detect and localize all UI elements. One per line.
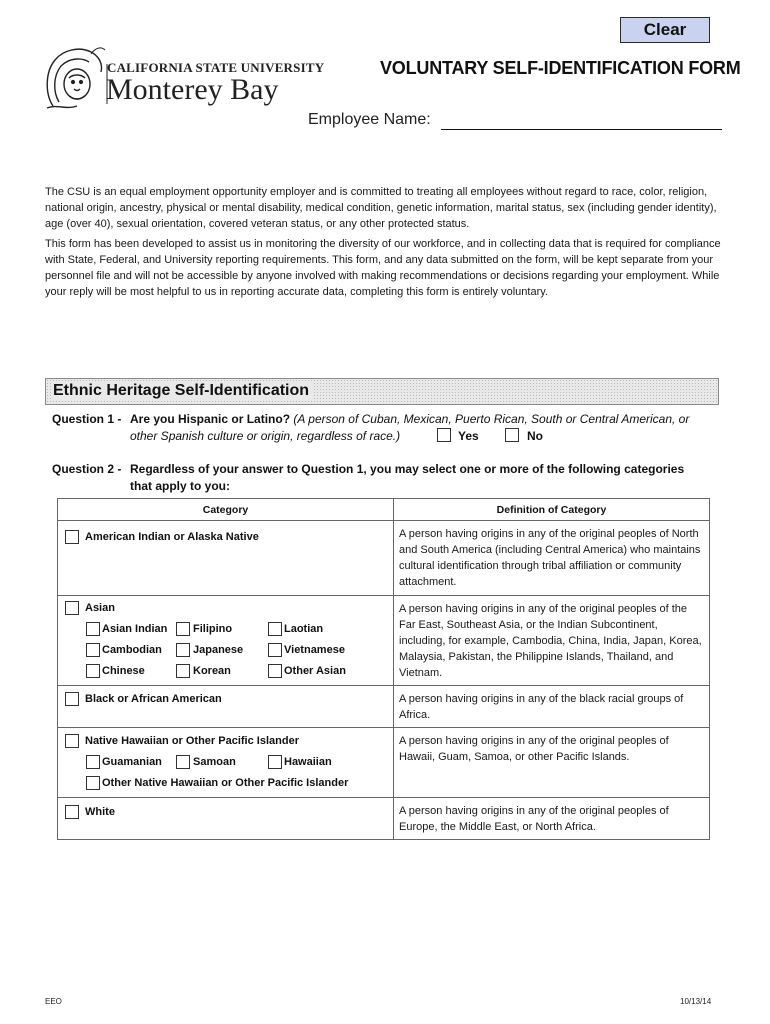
other-asian-checkbox[interactable] [268,664,282,678]
question-1-question: Are you Hispanic or Latino? [130,412,291,426]
cambodian-label: Cambodian [102,644,162,656]
category-cell [58,521,394,596]
other-pacific-islander-checkbox[interactable] [86,776,100,790]
logo-campus-text: Monterey Bay [106,73,279,106]
table-header-definition: Definition of Category [394,499,710,521]
asian-indian-label: Asian Indian [102,623,168,635]
pacific-islander-label: Native Hawaiian or Other Pacific Islander [85,735,299,747]
table-header-row [58,499,710,521]
black-definition: A person having origins in any of the black racial groups of Africa. [394,686,710,728]
category-cell [58,798,394,840]
table-header-category: Category [58,499,394,521]
black-checkbox[interactable] [65,692,79,706]
table-row-american-indian [58,521,710,596]
white-checkbox[interactable] [65,805,79,819]
pacific-islander-definition: A person having origins in any of the original peoples of Hawaii, Guam, Samoa, or other Pacific Islands. [394,728,710,798]
hawaiian-label: Hawaiian [284,756,332,768]
american-indian-definition: A person having origins in any of the original peoples of North and South America (including Central America) who maintains cultural identification through tribal affiliation or community attachment. [394,521,710,596]
question-2-text-2: that apply to you: [130,479,230,493]
form-title: VOLUNTARY SELF-IDENTIFICATION FORM [380,58,741,78]
table-row-asian [58,596,710,686]
category-cell [58,596,394,686]
cambodian-checkbox[interactable] [86,643,100,657]
japanese-checkbox[interactable] [176,643,190,657]
intro-paragraph-2: This form has been developed to assist us in monitoring the diversity of our workforce, and in collecting data that is required for compliance with State, Federal, and University reporting requirements. This form, and any data submitted on the form, will be kept separate from your personnel file and will not be accessible by anyone involved with making recommendations or decisions regarding your employment. While your reply will be most helpful to us in reporting accurate data, completing this form is entirely voluntary. [45,238,721,298]
question-1-label: Question 1 - [52,412,122,426]
chinese-label: Chinese [102,665,145,677]
hispanic-no-checkbox[interactable] [505,428,519,442]
japanese-label: Japanese [193,644,244,656]
filipino-checkbox[interactable] [176,622,190,636]
vietnamese-label: Vietnamese [284,644,345,656]
asian-label: Asian [85,602,115,614]
samoan-label: Samoan [193,756,236,768]
vietnamese-checkbox[interactable] [268,643,282,657]
asian-checkbox[interactable] [65,601,79,615]
american-indian-checkbox[interactable] [65,530,79,544]
category-cell [58,686,394,728]
laotian-checkbox[interactable] [268,622,282,636]
table-row-white [58,798,710,840]
black-label: Black or African American [85,693,222,705]
chinese-checkbox[interactable] [86,664,100,678]
section-header [45,378,719,405]
employee-name-label: Employee Name: [308,111,431,128]
employee-name-field[interactable] [441,129,722,130]
footer-date: 10/13/14 [680,997,712,1006]
logo-university-text: CALIFORNIA STATE UNIVERSITY [107,60,325,75]
white-label: White [85,806,115,818]
hispanic-yes-label: Yes [458,429,479,443]
asian-indian-checkbox[interactable] [86,622,100,636]
question-1-detail-2 [130,428,400,445]
footer-code: EEO [45,997,62,1006]
other-pacific-islander-label: Other Native Hawaiian or Other Pacific Islander [102,777,349,789]
question-1-detail-2-text: other Spanish culture or origin, regardless of race.) [130,429,401,443]
section-title: Ethnic Heritage Self-Identification [53,382,312,400]
question-1-text [130,411,730,428]
white-definition: A person having origins in any of the original peoples of Europe, the Middle East, or North Africa. [394,798,710,840]
clear-button[interactable]: Clear [620,17,710,43]
guamanian-checkbox[interactable] [86,755,100,769]
table-row-pacific-islander [58,728,710,798]
guamanian-label: Guamanian [102,756,162,768]
american-indian-label: American Indian or Alaska Native [85,531,259,543]
asian-definition: A person having origins in any of the original peoples of the Far East, Southeast Asia, or the Indian Subcontinent, including, for example, Cambodia, China, India, Japan, Korea, Malaysia, Pakistan, the Philippine Islands, Thailand, and Vietnam. [394,596,710,686]
korean-label: Korean [193,665,231,677]
hawaiian-checkbox[interactable] [268,755,282,769]
laotian-label: Laotian [284,623,324,635]
korean-checkbox[interactable] [176,664,190,678]
other-asian-label: Other Asian [284,665,346,677]
category-cell [58,728,394,798]
samoan-checkbox[interactable] [176,755,190,769]
pacific-islander-checkbox[interactable] [65,734,79,748]
table-row-black [58,686,710,728]
hispanic-yes-checkbox[interactable] [437,428,451,442]
question-2-text-1: Regardless of your answer to Question 1, you may select one or more of the following categories [130,462,685,476]
intro-paragraph-1: The CSU is an equal employment opportunity employer and is committed to treating all employees without regard to race, color, religion, national origin, ancestry, physical or mental disability, medical condition, genetic information, marital status, sex (including gender identity), age (over 40), sexual orientation, covered veteran status, or any other protected status. [45,186,717,230]
question-1-detail-1: (A person of Cuban, Mexican, Puerto Rican, South or Central American, or [293,412,690,426]
question-2-label: Question 2 - [52,462,122,476]
filipino-label: Filipino [193,623,233,635]
otter-seal-icon [47,48,105,108]
category-table [57,498,710,840]
hispanic-no-label: No [527,429,543,443]
